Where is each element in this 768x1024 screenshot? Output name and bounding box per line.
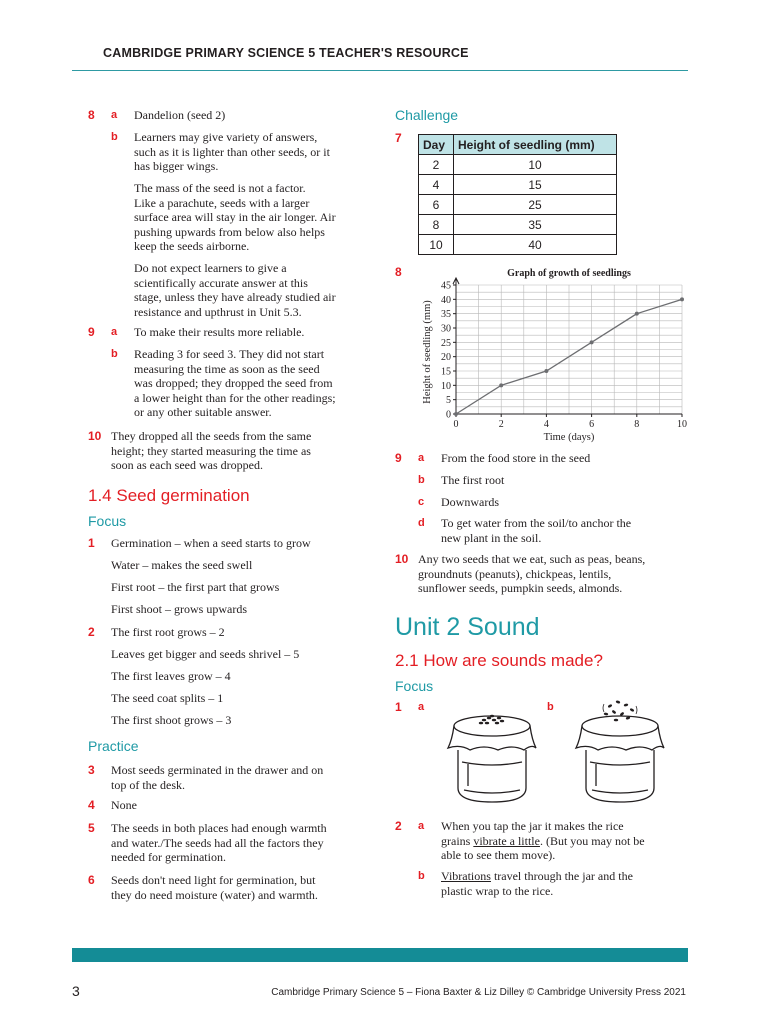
p4-answer: None [111,798,137,812]
q8a-answer: Dandelion (seed 2) [134,108,226,122]
table-header-row [419,135,617,155]
table-row [419,155,617,175]
unit-title: Unit 2 Sound [395,613,540,641]
table-cell-day: 10 [419,235,454,255]
s2b-letter: b [418,870,425,882]
q8-number: 8 [88,108,95,122]
c10-answer: Any two seeds that we eat, such as peas, beans, groundnuts (peanuts), chickpeas, lentils, sunflower seeds, pumpkin seeds, almonds. [418,552,646,595]
s2a-letter: a [418,820,425,832]
focus-heading-sound: Focus [395,678,434,694]
chart-ticks [441,281,687,431]
q10-answer: They dropped all the seeds from the same height; they started measuring the time as soon as each seed was dropped. [111,429,312,472]
chart-title: Graph of growth of seedlings [507,268,631,279]
y-tick-label: 0 [446,409,451,421]
seedling-growth-chart [410,262,700,444]
jar-illustration-b [568,692,673,810]
f2-item: The first leaves grow – 4 [111,669,231,683]
f1-number: 1 [88,536,95,550]
data-point [454,412,458,416]
chart-x-axis-label: Time (days) [543,432,595,443]
table-cell-day: 8 [419,215,454,235]
q10-number: 10 [88,429,102,443]
q9a-letter: a [111,326,118,338]
p6-number: 6 [88,873,95,887]
p4-number: 4 [88,798,95,812]
s1-number: 1 [395,700,402,714]
q8b-paragraph-2: The mass of the seed is not a factor. Like a parachute, seeds with a larger surface area will stay in the air longer. Air pushing upwards from below also helps keep the seeds airborne. [134,181,336,253]
footer-credit: Cambridge Primary Science 5 – Fiona Baxter & Liz Dilley © Cambridge University Press 2021 [271,987,686,998]
y-tick-label: 40 [441,294,451,306]
p6-answer: Seeds don't need light for germination, but they do need moisture (water) and warmth. [111,873,318,902]
y-tick-label: 20 [441,352,451,364]
c9a-answer: From the food store in the seed [441,451,591,465]
section-title-seed-germination: 1.4 Seed germination [88,486,250,505]
f1-item: First shoot – grows upwards [111,602,248,616]
s1b-letter: b [547,701,554,713]
table-cell-height: 25 [454,195,617,215]
f1-item: Water – makes the seed swell [111,558,253,572]
c7-number: 7 [395,131,402,145]
f1-item: First root – the first part that grows [111,580,280,594]
y-tick-label: 25 [441,337,451,349]
f2-item: Leaves get bigger and seeds shrivel – 5 [111,647,300,661]
data-point [544,369,548,373]
c9b-letter: b [418,474,425,486]
data-point [635,312,639,316]
data-point [590,340,594,344]
f2-item: The first shoot grows – 3 [111,713,232,727]
x-tick-label: 0 [453,419,459,430]
q8a-letter: a [111,109,118,121]
f2-number: 2 [88,625,95,639]
header-rule [72,70,688,71]
footer-bar [72,948,688,962]
p3-answer: Most seeds germinated in the drawer and on top of the desk. [111,763,324,792]
section-title-sounds: 2.1 How are sounds made? [395,651,603,670]
s1a-letter: a [418,701,425,713]
q8b-answer: Learners may give variety of answers, such as it is lighter than other seeds, or it has bigger wings. [134,130,330,173]
c10-number: 10 [395,552,409,566]
table-cell-height: 15 [454,175,617,195]
y-tick-label: 35 [441,309,451,321]
table-row [419,195,617,215]
y-tick-label: 30 [441,323,451,335]
f2-item: The first root grows – 2 [111,625,225,639]
data-point [499,383,503,387]
q8b-paragraph-3: Do not expect learners to give a scientifically accurate answer at this stage, unless they have already studied air resistance and upthrust in Unit 5.3. [134,261,336,319]
y-tick-label: 5 [446,395,451,407]
c9d-letter: d [418,517,425,529]
q9-number: 9 [88,325,95,339]
x-tick-label: 8 [634,419,640,430]
c8-number: 8 [395,265,402,279]
c9d-answer: To get water from the soil/to anchor the new plant in the soil. [441,516,632,545]
f2-item: The seed coat splits – 1 [111,691,224,705]
c9-number: 9 [395,451,402,465]
table-cell-day: 4 [419,175,454,195]
q9b-letter: b [111,348,118,360]
p3-number: 3 [88,763,95,777]
f1-item: Germination – when a seed starts to grow [111,536,311,550]
page-number: 3 [72,983,80,999]
seedling-height-table [418,134,617,255]
q9b-answer: Reading 3 for seed 3. They did not start measuring the time as soon as the seed was dropped; they dropped the seed from a lower height than for the other readings; or any other suitable answer. [134,347,336,419]
p5-answer: The seeds in both places had enough warmth and water./The seeds had all the factors they needed for germination. [111,821,327,864]
chart-y-axis-label: Height of seedling (mm) [422,300,433,404]
s2a-answer: When you tap the jar it makes the rice grains vibrate a little. (But you may not be able to see them move). [441,819,645,862]
jar-illustration-a [440,698,545,810]
table-row [419,215,617,235]
c9b-answer: The first root [441,473,505,487]
x-tick-label: 2 [498,419,504,430]
table-cell-height: 40 [454,235,617,255]
table-cell-day: 2 [419,155,454,175]
y-tick-label: 45 [441,280,451,292]
c9c-answer: Downwards [441,495,499,509]
s2-number: 2 [395,819,402,833]
s2b-answer: Vibrations travel through the jar and the plastic wrap to the rice. [441,869,633,898]
p5-number: 5 [88,821,95,835]
table-cell-day: 6 [419,195,454,215]
table-row [419,175,617,195]
challenge-heading: Challenge [395,107,459,123]
x-tick-label: 6 [589,419,595,430]
c9a-letter: a [418,452,425,464]
chart-grid [456,285,682,414]
q9a-answer: To make their results more reliable. [134,325,305,339]
table-row [419,235,617,255]
x-tick-label: 10 [677,419,687,430]
practice-heading: Practice [88,738,139,754]
focus-heading: Focus [88,513,127,529]
data-point [680,297,684,301]
y-tick-label: 15 [441,366,451,378]
table-cell-height: 35 [454,215,617,235]
running-header: CAMBRIDGE PRIMARY SCIENCE 5 TEACHER'S RESOURCE [103,46,469,60]
x-tick-label: 4 [543,419,549,430]
q8b-letter: b [111,131,118,143]
c9c-letter: c [418,496,425,508]
y-tick-label: 10 [441,380,451,392]
table-cell-height: 10 [454,155,617,175]
table-header-day: Day [419,135,454,155]
table-header-height: Height of seedling (mm) [454,135,617,155]
